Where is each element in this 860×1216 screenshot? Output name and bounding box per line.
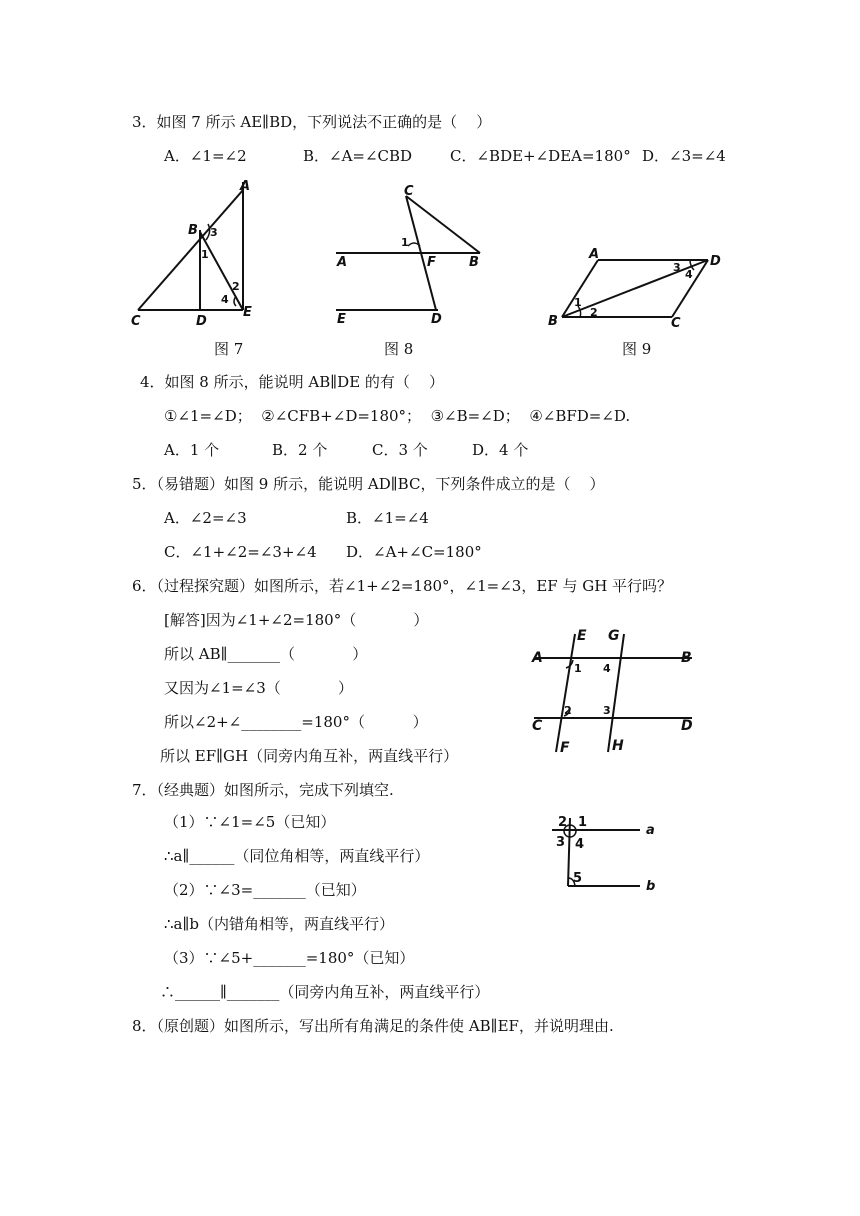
q7-angle-4: 4 <box>575 837 585 852</box>
q6-line-2: 所以 AB∥_______（ ） <box>164 645 368 663</box>
fig9-angle-1: 1 <box>574 296 582 309</box>
q6-label-d: D <box>681 718 693 734</box>
fig9-label-c: C <box>671 316 681 331</box>
fig9-angle-3: 3 <box>673 261 681 274</box>
q6-angle-4: 4 <box>603 662 611 675</box>
q6-label-h: H <box>612 738 624 754</box>
q4-option-c: C．3 个 <box>372 441 428 459</box>
q4-option-d: D．4 个 <box>472 441 529 459</box>
fig9-label-a: A <box>589 247 600 262</box>
q7-line-label-b: b <box>646 879 656 894</box>
q6-angle-3: 3 <box>603 704 611 717</box>
q5-option-b: B．∠1=∠4 <box>346 509 429 527</box>
fig7-label-c: C <box>131 314 141 329</box>
q5-option-a: A．∠2=∠3 <box>164 509 247 527</box>
q6-label-c: C <box>532 718 543 734</box>
fig7-label-d: D <box>196 314 207 329</box>
q3-stem: 3．如图 7 所示 AE∥BD，下列说法不正确的是（ ） <box>132 113 492 131</box>
q6-label-a: A <box>532 650 543 666</box>
q5-option-c: C．∠1+∠2=∠3+∠4 <box>164 543 317 561</box>
fig7-label-b: B <box>188 223 198 238</box>
fig7-angle-3: 3 <box>210 226 218 239</box>
q7-line-4: ∴a∥b（内错角相等，两直线平行） <box>164 915 395 933</box>
q8-stem: 8．（原创题）如图所示，写出所有角满足的条件使 AB∥EF，并说明理由. <box>132 1017 614 1035</box>
fig9-caption: 图 9 <box>622 340 652 358</box>
q6-label-e: E <box>577 628 587 644</box>
fig7-caption: 图 7 <box>214 340 244 358</box>
fig8-angle-1: 1 <box>401 236 409 249</box>
q7-line-3: （2）∵∠3=_______（已知） <box>164 881 366 899</box>
fig8-label-a: A <box>337 255 348 270</box>
fig8-label-f: F <box>427 255 436 270</box>
fig7-label-a: A <box>240 179 251 194</box>
q7-line-2: ∴a∥______（同位角相等，两直线平行） <box>164 847 430 865</box>
fig7-label-e: E <box>243 305 252 320</box>
q7-angle-5: 5 <box>573 871 583 886</box>
q7-angle-3: 3 <box>556 835 566 850</box>
fig8-label-c: C <box>404 184 414 199</box>
q4-option-a: A．1 个 <box>164 441 220 459</box>
q7-stem: 7．（经典题）如图所示，完成下列填空. <box>132 781 394 799</box>
q6-label-f: F <box>560 740 570 756</box>
fig9-label-b: B <box>548 314 558 329</box>
q6-line-5: 所以 EF∥GH（同旁内角互补，两直线平行） <box>160 747 459 765</box>
q6-angle-1: 1 <box>574 662 582 675</box>
fig9-angle-4: 4 <box>685 268 693 281</box>
q4-stem: 4．如图 8 所示，能说明 AB∥DE 的有（ ） <box>140 373 444 391</box>
fig9-angle-2: 2 <box>590 306 598 319</box>
q3-option-d: D．∠3=∠4 <box>642 147 726 165</box>
q7-line-6: ∴______∥_______（同旁内角互补，两直线平行） <box>160 983 490 1001</box>
q3-option-c: C．∠BDE+∠DEA=180° <box>450 147 631 165</box>
q7-angle-1: 1 <box>578 815 588 830</box>
fig8-label-d: D <box>431 312 442 327</box>
q6-line-1: [解答]因为∠1+∠2=180°（ ） <box>164 611 429 629</box>
q6-label-g: G <box>608 628 620 644</box>
q3-option-b: B．∠A=∠CBD <box>303 147 413 165</box>
fig9-label-d: D <box>710 254 721 269</box>
q4-option-b: B．2 个 <box>272 441 328 459</box>
q6-line-3: 又因为∠1=∠3（ ） <box>164 679 354 697</box>
q4-conditions: ①∠1=∠D； ②∠CFB+∠D=180°； ③∠B=∠D； ④∠BFD=∠D. <box>164 407 631 425</box>
fig8-label-e: E <box>337 312 346 327</box>
q7-line-label-a: a <box>646 823 655 838</box>
fig7-angle-4: 4 <box>221 293 229 306</box>
q5-stem: 5．（易错题）如图 9 所示，能说明 AD∥BC，下列条件成立的是（ ） <box>132 475 605 493</box>
q3-option-a: A．∠1=∠2 <box>164 147 247 165</box>
q6-line-4: 所以∠2+∠________=180°（ ） <box>164 713 428 731</box>
q6-angle-2: 2 <box>564 704 572 717</box>
fig8-caption: 图 8 <box>384 340 414 358</box>
q6-label-b: B <box>681 650 692 666</box>
q7-line-5: （3）∵∠5+_______=180°（已知） <box>164 949 415 967</box>
q5-option-d: D．∠A+∠C=180° <box>346 543 482 561</box>
q6-stem: 6．（过程探究题）如图所示，若∠1+∠2=180°，∠1=∠3，EF 与 GH 平行吗？ <box>132 577 673 595</box>
q7-line-1: （1）∵∠1=∠5（已知） <box>164 813 336 831</box>
fig8-label-b: B <box>469 255 479 270</box>
fig7-angle-1: 1 <box>201 248 209 261</box>
fig7-angle-2: 2 <box>232 280 240 293</box>
q7-angle-2: 2 <box>558 815 568 830</box>
